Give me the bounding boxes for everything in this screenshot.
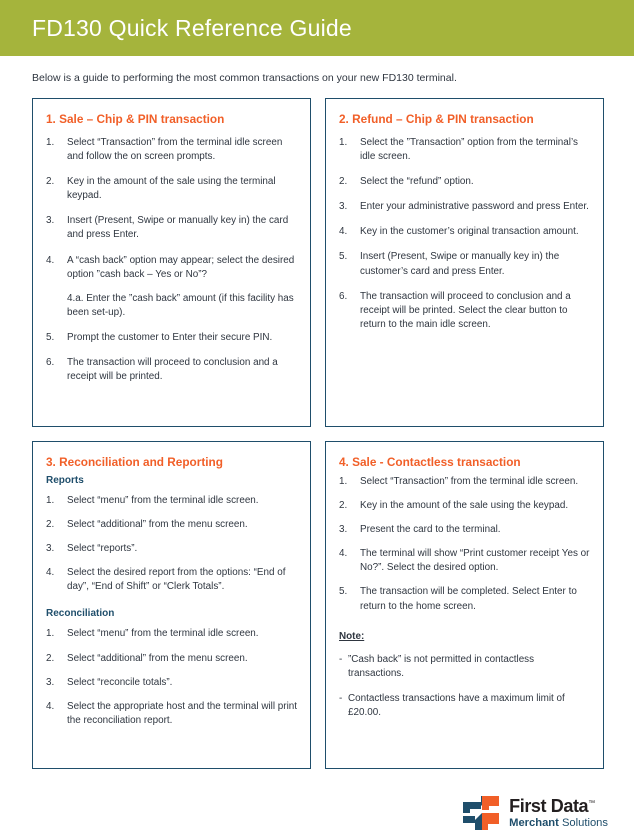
page-title: FD130 Quick Reference Guide [32,14,352,41]
first-data-logo [463,796,608,830]
step-number: 2. [46,519,55,531]
step-number: 4. [46,254,55,266]
step-text: Select the appropriate host and the terminal will print the reconciliation report. [67,700,297,726]
step-number: 5. [339,251,348,263]
step-number: 5. [339,586,348,598]
panel-title: 4. Sale - Contactless transaction [339,455,521,469]
step-text: Prompt the customer to Enter their secure PIN. [67,331,273,343]
panel-sale-contactless [325,441,604,769]
panel-title: 2. Refund – Chip & PIN transaction [339,112,534,126]
step-number: 6. [339,290,348,302]
list-item [46,356,298,384]
list-item [46,652,298,666]
panel-reconciliation-reporting [32,441,311,769]
step-number: 1. [46,495,55,507]
step-text: Select “reports”. [67,543,138,555]
trademark-icon: ™ [588,799,596,807]
step-list-continued [46,331,298,384]
step-number: 2. [46,652,55,664]
step-number: 4. [46,700,55,712]
step-text: Select “menu” from the terminal idle screen. [67,495,259,507]
step-text: Key in the customer’s original transaction amount. [360,226,579,238]
step-number: 5. [46,331,55,343]
step-text: Select “Transaction” from the terminal idle screen and follow the on screen prompts. [67,137,283,163]
step-text: Key in the amount of the sale using the terminal keypad. [67,176,276,202]
step-number: 3. [339,524,348,536]
note-dash: - [339,692,343,704]
step-text: Present the card to the terminal. [360,524,501,536]
step-text: A “cash back” option may appear; select the desired option ”cash back – Yes or No”? [67,254,295,280]
step-list [339,136,591,332]
list-item [46,542,298,556]
list-item [339,250,591,278]
step-number: 2. [46,176,55,188]
step-text: The transaction will be completed. Select Enter to return to the home screen. [360,586,577,612]
step-text: Enter your administrative password and press Enter. [360,201,589,213]
page-header-band [0,0,634,56]
intro-text: Below is a guide to performing the most common transactions on your new FD130 terminal. [32,72,457,84]
list-item [339,475,591,489]
sub-heading-reconciliation: Reconciliation [46,608,115,620]
step-text: Select “menu” from the terminal idle screen. [67,628,259,640]
list-item [339,585,591,613]
panel-sale-chip-pin [32,98,311,427]
step-list-reports [46,494,298,594]
step-list [46,136,298,282]
list-item [339,175,591,189]
list-item [46,136,298,164]
step-number: 1. [46,137,55,149]
list-item [46,175,298,203]
panel-grid [32,98,604,769]
logo-wordmark-text: First Data [509,795,589,816]
step-text: The transaction will proceed to conclusion and a receipt will be printed. [67,356,278,382]
footer [0,796,634,830]
step-text: The transaction will proceed to conclusion and a receipt will be printed. Select the clear button to return to the main idle screen. [360,290,571,330]
list-item [339,136,591,164]
step-number: 3. [339,201,348,213]
step-text: Key in the amount of the sale using the keypad. [360,500,569,512]
step-number: 1. [339,137,348,149]
step-text: Insert (Present, Swipe or manually key in) the customer’s card and press Enter. [360,251,560,277]
list-item [339,653,591,681]
note-text: Contactless transactions have a maximum limit of £20.00. [348,692,565,718]
step-text: The terminal will show “Print customer receipt Yes or No?”. Select the desired option. [360,548,590,574]
sub-step-text: 4.a. Enter the ”cash back” amount (if this facility has been set-up). [67,292,294,318]
step-number: 3. [46,543,55,555]
step-text: Select the ”Transaction” option from the terminal’s idle screen. [360,137,578,163]
list-item [339,200,591,214]
list-item [339,523,591,537]
list-item [46,566,298,594]
step-number: 2. [339,176,348,188]
step-text: Select “Transaction” from the terminal idle screen. [360,476,579,488]
step-number: 6. [46,356,55,368]
first-data-logo-text [509,797,608,829]
list-item [339,499,591,513]
logo-tagline-regular: Solutions [558,816,608,829]
logo-wordmark [509,797,608,815]
step-text: Select the “refund” option. [360,176,474,188]
logo-tagline-bold: Merchant [509,816,559,829]
step-number: 3. [46,676,55,688]
step-text: Insert (Present, Swipe or manually key in) the card and press Enter. [67,215,289,241]
step-number: 2. [339,500,348,512]
step-number: 4. [339,226,348,238]
list-item [46,676,298,690]
panel-refund-chip-pin [325,98,604,427]
list-item [46,700,298,728]
note-list [339,653,591,720]
list-item [46,331,298,345]
logo-tagline [509,818,608,829]
list-item [46,518,298,532]
step-list-reconciliation [46,627,298,727]
step-text: Select “additional” from the menu screen. [67,652,248,664]
step-number: 1. [46,628,55,640]
list-item [46,627,298,641]
step-number: 1. [339,476,348,488]
step-number: 4. [339,548,348,560]
note-label: Note: [339,630,365,642]
panel-title: 1. Sale – Chip & PIN transaction [46,112,225,126]
list-item [339,290,591,332]
step-text: Select the desired report from the options: “End of day”, “End of Shift” or “Clerk Totals”. [67,567,286,593]
list-item [46,254,298,282]
list-item [339,547,591,575]
step-number: 4. [46,567,55,579]
step-list [339,475,591,613]
note-dash: - [339,653,343,665]
first-data-logo-mark-icon [463,796,501,830]
list-item [46,494,298,508]
panel-title: 3. Reconciliation and Reporting [46,455,223,469]
step-number: 3. [46,215,55,227]
sub-heading-reports: Reports [46,475,84,487]
step-text: Select “additional” from the menu screen. [67,519,248,531]
list-item [339,225,591,239]
step-text: Select “reconcile totals”. [67,676,173,688]
list-item [46,214,298,242]
note-text: ”Cash back” is not permitted in contactless transactions. [348,653,535,679]
list-item [339,692,591,720]
